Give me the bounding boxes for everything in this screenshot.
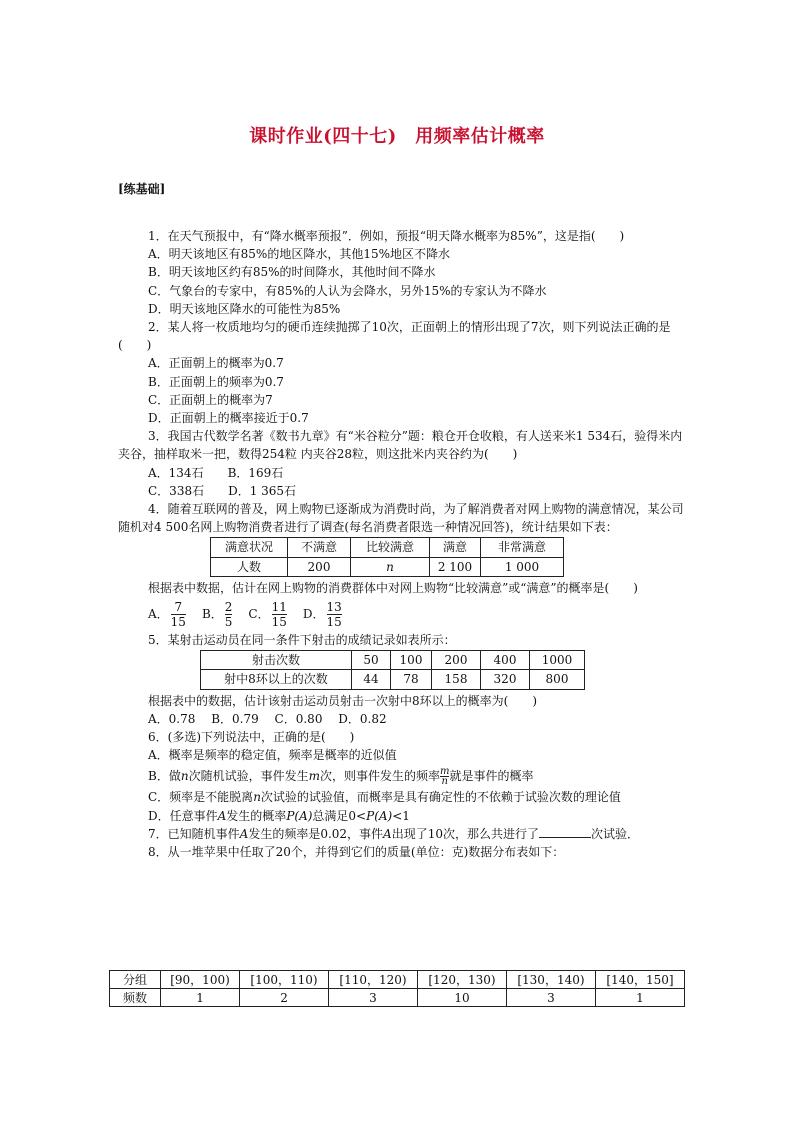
question-1-stem: 1．在天气预报中，有“降水概率预报”．例如，预报“明天降水概率为85%”，这是指( ) [148,229,625,243]
table-cell: 比较满意 [351,538,430,557]
question-5-question: 根据表中的数据，估计该射击运动员射击一次射中8环以上的概率为( ) [148,693,538,708]
table-cell: [130，140) [506,971,595,989]
question-2-option-d: D．正面朝上的概率接近于0.7 [148,411,309,426]
fraction [171,600,186,629]
question-4-options [118,597,688,631]
answer-blank[interactable] [539,825,591,838]
table-cell: 1 [595,989,684,1007]
table-row [211,538,564,557]
text-span: 总满足0< [312,808,367,823]
numerator: 11 [271,599,287,614]
table-cell: 满意 [430,538,481,557]
question-8-stem: 8．从一堆苹果中任取了20个，并得到它们的质量(单位：克)数据分布表如下： [148,845,565,860]
question-6-option-c [118,788,688,806]
apple-weight-table [109,970,685,1007]
question-2-option-a: A．正面朝上的概率为0.7 [148,356,284,371]
question-2-option-c: C．正面朝上的概率为7 [148,392,273,407]
table-cell: [110，120) [329,971,418,989]
text-span: 出现了10次，那么共进行了 [391,826,539,841]
text-span: B．做 [148,769,181,784]
table-cell: 射击次数 [201,651,352,670]
question-4-stem: 4．随着互联网的普及，网上购物已逐渐成为消费时尚，为了解消费者对网上购物的满意情况，某公司随机对4 500名网上购物消费者进行了调查(每名消费者限选一种情况回答)，统计结果如下表： [118,502,684,535]
question-5-stem: 5．某射击运动员在同一条件下射击的成绩记录如表所示： [148,633,456,648]
question-4-question: 根据表中数据，估计在网上购物的消费群体中对网上购物“比较满意”或“满意”的概率是( ) [148,580,638,595]
fraction [327,600,342,629]
denominator: 15 [271,614,287,629]
numerator: m [439,766,450,778]
satisfaction-table [210,537,564,576]
question-4-option-a [148,600,188,629]
variable: A [217,808,227,823]
table-row [110,989,685,1007]
table-cell: 满意状况 [211,538,288,557]
variable: n [180,769,189,784]
numerator: 2 [224,599,233,614]
text-span: 7．已知随机事件 [148,826,240,841]
table-cell: 2 [240,989,329,1007]
question-1-option-b: B．明天该地区约有85%的时间降水，其他时间不降水 [148,265,436,280]
text-span: 发生的频率是0.02，事件 [248,826,384,841]
question-2-option-b: B．正面朝上的频率为0.7 [148,374,284,389]
option-label: A． [148,606,169,621]
option-label: C． [248,606,270,621]
text-span: 次，则事件发生的频率 [319,769,440,784]
denominator: 15 [170,614,186,629]
denominator: n [441,776,448,788]
table-cell: 1 [161,989,240,1007]
text-span: 就是事件的概率 [449,769,534,784]
table-cell: 1000 [530,651,585,670]
table-cell: 158 [432,670,481,689]
question-3-options-row-2: C．338石 D．1 365石 [148,483,297,498]
table-cell: 10 [417,989,506,1007]
variable: A [239,826,249,841]
fraction [272,600,287,629]
table-row [211,557,564,576]
question-3-stem: 3．我国古代数学名著《数书九章》有“米谷粒分”题：粮仓开仓收粮，有人送来米1 534石，验得米内夹谷，抽样取米一把，数得254粒 内夹谷28粒，则这批米内夹谷约为( ) [118,429,683,462]
variable: m [308,769,320,784]
question-6-stem: 6．(多选)下列说法中，正确的是( ) [148,730,355,745]
table-cell: 320 [481,670,530,689]
question-2-stem: 2．某人将一枚质地均匀的硬币连续抛掷了10次，正面朝上的情形出现了7次，则下列说法正确的是( ) [118,320,671,353]
variable: n [253,790,261,805]
table-cell: 44 [352,670,391,689]
table-cell: 2 100 [430,557,481,576]
table-cell: 400 [481,651,530,670]
variable: A [383,826,392,841]
text-span: 次随机试验，事件发生 [188,769,309,784]
table-cell: 50 [352,651,391,670]
question-4-option-b [202,600,234,629]
table-cell: 人数 [211,557,288,576]
text-span: 次试验的试验值，而概率是具有确定性的不依赖于试验次数的理论值 [260,790,621,805]
text-span: <1 [392,808,410,823]
table-cell: n [351,557,430,576]
question-5-options: A．0.78 B．0.79 C．0.80 D．0.82 [148,711,387,726]
section-heading: [练基础] [118,182,166,196]
numerator: 7 [174,599,183,614]
table-cell: 3 [329,989,418,1007]
table-cell: 800 [530,670,585,689]
table-cell: 100 [391,651,432,670]
table-cell: 不满意 [288,538,351,557]
text-span: C．频率是不能脱离 [148,790,254,805]
table-row [110,971,685,989]
table-cell: 射中8环以上的次数 [201,670,352,689]
option-label: D． [302,606,325,621]
question-1-option-a: A．明天该地区有85%的地区降水，其他15%地区不降水 [148,247,451,262]
option-label: B． [201,606,223,621]
question-6-option-a: A．概率是频率的稳定值，频率是概率的近似值 [148,748,397,763]
table-cell: 3 [506,989,595,1007]
table-cell: 分组 [110,971,161,989]
table-row [201,651,585,670]
page-title: 课时作业(四十七) 用频率估计概率 [249,126,545,147]
question-3-options-row-1: A．134石 B．169石 [148,465,284,480]
table-cell: 频数 [110,989,161,1007]
text-span: 次试验． [591,826,640,841]
table-cell: 非常满意 [481,538,564,557]
table-cell: [120，130) [417,971,506,989]
variable: P(A) [286,808,313,823]
question-1-option-d: D．明天该地区降水的可能性为85% [148,301,341,316]
question-6-option-b [118,764,688,788]
fraction [225,600,233,629]
shooting-table [200,650,585,689]
variable: P(A) [366,808,393,823]
table-row [201,670,585,689]
question-6-option-d [118,807,688,825]
table-cell: 200 [432,651,481,670]
table-cell: 1 000 [481,557,564,576]
denominator: 15 [326,614,342,629]
table-cell: 78 [391,670,432,689]
table-cell: 200 [288,557,351,576]
question-4-option-d [303,600,344,629]
exercise-content [118,227,688,861]
numerator: 13 [326,599,342,614]
question-7 [118,825,688,843]
denominator: 5 [224,614,233,629]
table-cell: [140，150] [595,971,684,989]
table-cell: [90，100) [161,971,240,989]
question-1-option-c: C．气象台的专家中，有85%的人认为会降水，另外15%的专家认为不降水 [148,283,547,298]
question-4-option-c [248,600,288,629]
text-span: 发生的概率 [226,808,287,823]
text-span: D．任意事件 [148,808,218,823]
table-cell: [100，110) [240,971,329,989]
